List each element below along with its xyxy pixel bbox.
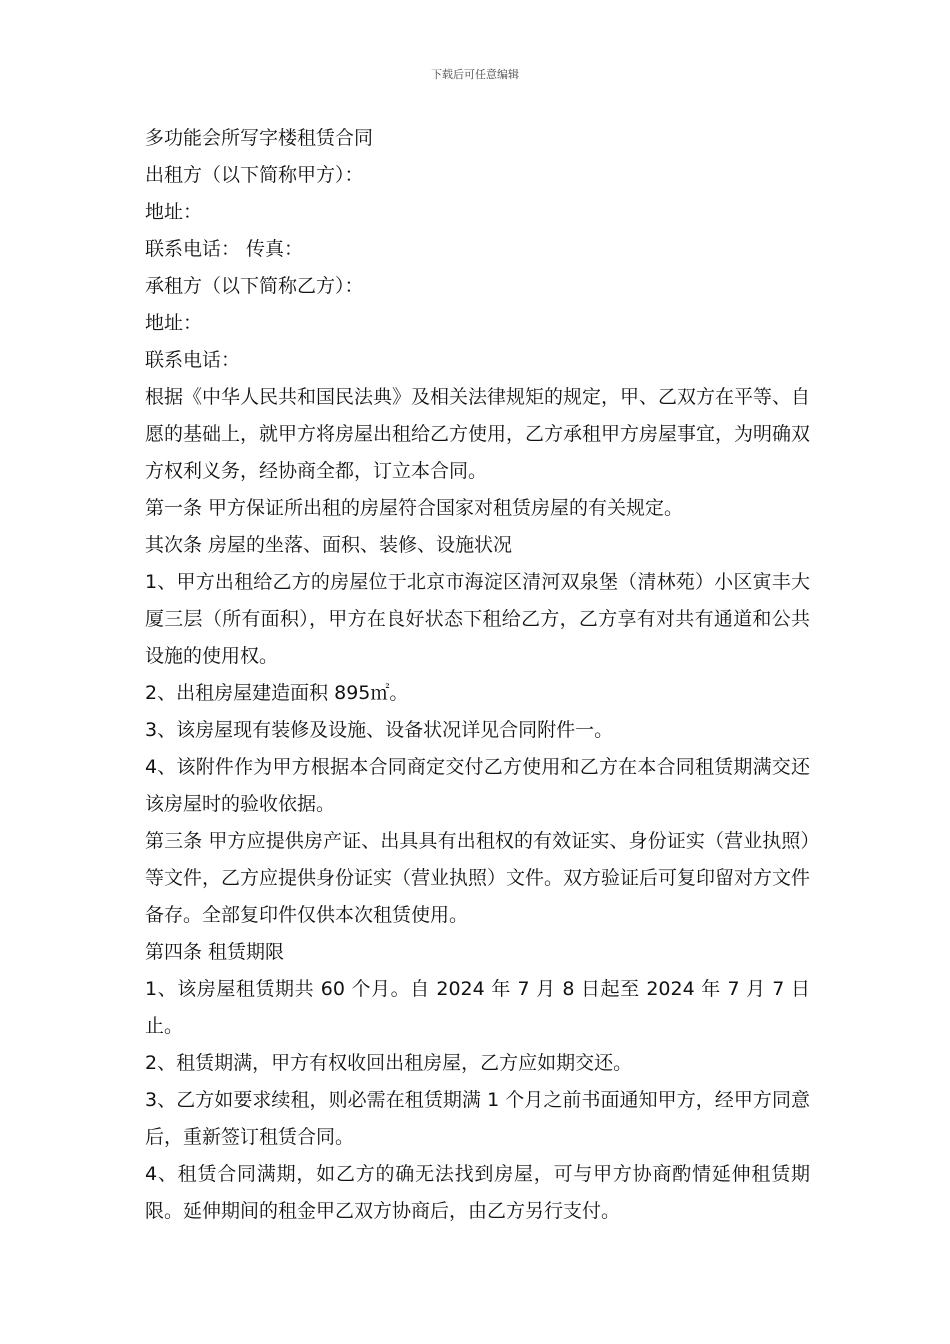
article-4-clause-3: 3、乙方如要求续租，则必需在租赁期满 1 个月之前书面通知甲方，经甲方同意后，重新签订租赁合同。 [145, 1089, 810, 1148]
article-3-paragraph: 第三条 甲方应提供房产证、出具具有出租权的有效证实、身份证实（营业执照）等文件，乙方应提供身份证实（营业执照）文件。双方验证后可复印留对方文件备存。全部复印件仅供本次租赁使用。 [145, 830, 811, 926]
article-2-clause-2: 2、出租房屋建造面积 895㎡。 [145, 682, 409, 704]
article-1-heading: 第一条 甲方保证所出租的房屋符合国家对租赁房屋的有关规定。 [145, 497, 684, 519]
lessee-address-line: 地址： [145, 312, 203, 334]
lessee-contact-line: 联系电话： [145, 349, 241, 371]
article-2-clause-3: 3、该房屋现有装修及设施、设备状况详见合同附件一。 [145, 719, 614, 741]
lessor-line: 出租方（以下简称甲方）： [145, 164, 364, 186]
lessee-line: 承租方（以下简称乙方）： [145, 275, 364, 297]
article-2-clause-1: 1、甲方出租给乙方的房屋位于北京市海淀区清河双泉堡（清林苑）小区寅丰大厦三层（所有面积），甲方在良好状态下租给乙方，乙方享有对共有通道和公共设施的使用权。 [145, 571, 810, 667]
article-4-heading: 第四条 租赁期限 [145, 941, 285, 963]
article-4-clause-2: 2、租赁期满，甲方有权收回出租房屋，乙方应如期交还。 [145, 1052, 633, 1074]
document-body [145, 120, 810, 1230]
article-2-clause-4: 4、该附件作为甲方根据本合同商定交付乙方使用和乙方在本合同租赁期满交还该房屋时的验收依据。 [145, 756, 810, 815]
lessor-contact-line: 联系电话： 传真： [145, 238, 304, 260]
preamble-paragraph: 根据《中华人民共和国民法典》及相关法律规矩的规定，甲、乙双方在平等、自愿的基础上，就甲方将房屋出租给乙方使用，乙方承租甲方房屋事宜，为明确双方权利义务，经协商全都，订立本合同。 [145, 386, 811, 482]
lessor-address-line: 地址： [145, 201, 203, 223]
document-title: 多功能会所写字楼租赁合同 [145, 127, 374, 149]
article-2-heading: 其次条 房屋的坐落、面积、装修、设施状况 [145, 534, 513, 556]
article-4-clause-1: 1、该房屋租赁期共 60 个月。自 2024 年 7 月 8 日起至 2024 年 7 月 7 日止。 [145, 978, 810, 1037]
header-note: 下载后可任意编辑 [431, 68, 519, 81]
article-4-clause-4: 4、租赁合同满期，如乙方的确无法找到房屋，可与甲方协商酌情延伸租赁期限。延伸期间的租金甲乙双方协商后，由乙方另行支付。 [145, 1163, 810, 1222]
